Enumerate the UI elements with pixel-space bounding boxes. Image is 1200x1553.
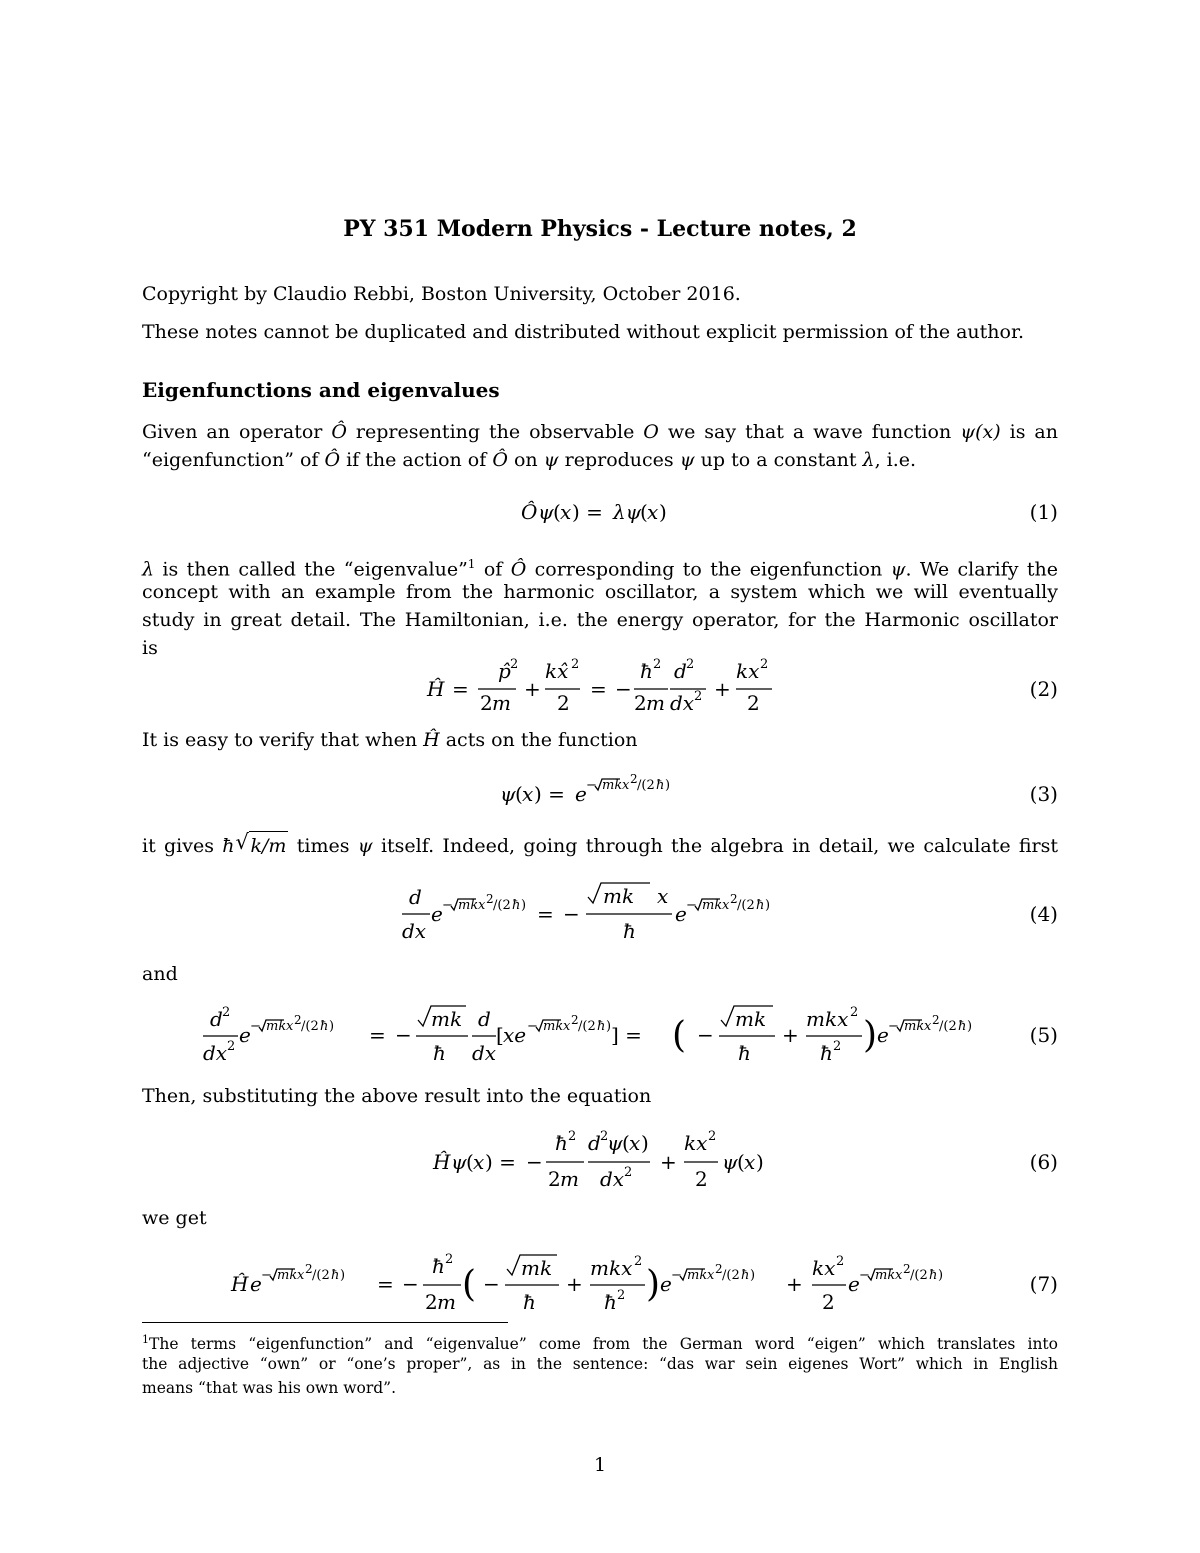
svg-text:−: − [563,902,580,926]
text-and: and [142,963,178,985]
svg-text:−: − [527,1019,538,1034]
svg-text:2: 2 [227,1039,236,1054]
svg-text:−: − [442,898,453,913]
svg-text:ħ: ħ [623,919,636,943]
page-number: 1 [593,1454,607,1476]
svg-text:/(2: /(2 [722,1268,740,1283]
svg-text:mk: mk [687,1268,708,1283]
svg-text:mk: mk [277,1268,298,1283]
text-we-get: we get [142,1207,207,1229]
svg-text:+: + [660,1150,677,1174]
paragraph2-line1: λ is then called the “eigenvalue”$^1$ of Ô corresponding to the eigenfunction ψ. We clarify the [142,557,1058,581]
svg-text:): ) [641,1131,649,1155]
svg-text:2: 2 [624,1165,633,1180]
equation-3 [500,772,1058,806]
svg-text:): ) [938,1268,944,1283]
footnote-line1: $^1$The terms “eigenfunction” and “eigenvalue” come from the German word “eigen” which translates into [142,1333,1058,1354]
svg-text:2: 2 [695,1167,708,1191]
svg-text:2: 2 [653,657,662,672]
svg-text:2: 2 [634,1254,643,1269]
svg-text:2: 2 [568,1129,577,1144]
svg-text:ħ: ħ [523,1290,536,1314]
svg-text:) =: ) = [572,500,603,524]
svg-text:x: x [744,1150,756,1174]
svg-text:x: x [924,1019,932,1034]
equation-5 [203,1005,1058,1065]
svg-text:(: ( [515,782,523,806]
svg-text:(: ( [466,1150,474,1174]
svg-text:Ĥ: Ĥ [231,1272,249,1296]
svg-text:): ) [646,1264,661,1305]
svg-text:): ) [863,1015,878,1056]
svg-text:x: x [647,500,659,524]
svg-text:2: 2 [571,1013,579,1027]
svg-text:x: x [707,1268,715,1283]
equation-1 [521,499,1058,524]
footnote-rule [142,1322,508,1323]
svg-text:dx: dx [203,1041,228,1065]
svg-text:e: e [660,1272,672,1296]
svg-text:): ) [521,898,527,913]
text-after-eq2: It is easy to verify that when Ĥ acts on the function [142,729,638,751]
svg-text:p̂: p̂ [498,659,511,683]
svg-text:/(2: /(2 [910,1268,928,1283]
equation-6 [432,1129,1058,1191]
section-heading: Eigenfunctions and eigenvalues [142,378,500,402]
svg-text:ψ: ψ [500,782,516,806]
svg-text:e: e [848,1272,860,1296]
svg-text:2: 2 [903,1262,911,1276]
svg-text:(: ( [737,1150,745,1174]
svg-text:m: m [492,691,511,715]
svg-text:mk: mk [431,1007,463,1031]
svg-text:ħ: ħ [756,898,765,913]
svg-text:2: 2 [480,691,493,715]
svg-text:−: − [586,778,597,793]
svg-text:+: + [786,1272,803,1296]
svg-text:ħ: ħ [512,898,521,913]
svg-text:): ) [329,1019,335,1034]
svg-text:=: = [369,1023,386,1047]
svg-text:mk: mk [702,898,723,913]
paragraph2-line3: study in great detail. The Hamiltonian, i.e. the energy operator, for the Harmonic oscillator [142,609,1058,631]
svg-text:(: ( [462,1264,477,1305]
svg-text:d: d [674,659,687,683]
svg-text:+: + [524,677,541,701]
svg-text:−: − [615,677,632,701]
svg-text:2: 2 [617,1288,626,1303]
svg-text:2: 2 [715,1262,723,1276]
svg-text:x: x [478,898,486,913]
svg-text:): ) [750,1268,756,1283]
svg-text:ψ: ψ [538,500,554,524]
permission-notice: These notes cannot be duplicated and distributed without explicit permission of the author. [142,321,1025,343]
svg-text:=: = [590,677,607,701]
svg-text:2: 2 [833,1039,842,1054]
svg-text:+: + [566,1272,583,1296]
svg-text:ħ: ħ [432,1254,445,1278]
svg-text:ħ: ħ [604,1290,617,1314]
svg-text:2: 2 [760,657,769,672]
svg-text:mk: mk [904,1019,925,1034]
svg-text:dx: dx [402,919,427,943]
svg-text:=: = [377,1272,394,1296]
svg-text:2: 2 [634,691,647,715]
svg-text:m: m [560,1167,579,1191]
svg-text:x: x [560,500,572,524]
svg-text:d: d [478,1007,491,1031]
svg-text:2: 2 [305,1262,313,1276]
svg-text:−: − [402,1272,419,1296]
svg-text:mk: mk [458,898,479,913]
svg-text:mk: mk [735,1007,767,1031]
svg-text:(: ( [640,500,648,524]
text-then: Then, substituting the above result into the equation [142,1085,652,1107]
equation-4 [402,883,1058,943]
svg-text:] =: ] = [611,1023,642,1047]
svg-text:ħ: ħ [958,1019,967,1034]
svg-text:d: d [210,1007,223,1031]
svg-text:): ) [659,500,667,524]
svg-text:2: 2 [686,657,695,672]
svg-text:−: − [686,898,697,913]
svg-text:): ) [340,1268,346,1283]
equation-number-5: (5) [1029,1023,1058,1047]
svg-text:2: 2 [836,1254,845,1269]
svg-text:Ĥ: Ĥ [427,677,445,701]
svg-text:) =: ) = [534,782,565,806]
svg-text:2: 2 [730,892,738,906]
footnote-line3: means “that was his own word”. [142,1379,397,1397]
svg-text:ħ: ħ [640,659,653,683]
svg-text:x: x [286,1019,294,1034]
svg-text:(: ( [672,1015,687,1056]
svg-text:m: m [646,691,665,715]
svg-text:2: 2 [600,1129,609,1144]
svg-text:λψ: λψ [613,500,642,524]
svg-text:mk: mk [543,1019,564,1034]
paragraph1-line2: “eigenfunction” of Ô if the action of Ô on ψ reproduces ψ up to a constant λ, i.e. [142,449,917,471]
svg-text:e: e [431,902,443,926]
svg-text:kx̂: kx̂ [545,659,569,683]
svg-text:/(2: /(2 [737,898,755,913]
svg-text:2: 2 [932,1013,940,1027]
svg-text:−: − [697,1023,714,1047]
svg-text:2: 2 [548,1167,561,1191]
svg-text:x: x [657,884,669,908]
svg-text:ħ: ħ [433,1041,446,1065]
equation-7 [230,1252,1058,1314]
svg-text:mk: mk [875,1268,896,1283]
svg-text:dx: dx [670,691,695,715]
svg-text:): ) [606,1019,612,1034]
paragraph1-line1: Given an operator Ô representing the observable O we say that a wave function ψ(x) is an [142,421,1058,443]
paragraph2-line4: is [142,637,158,659]
svg-text:ħ: ħ [738,1041,751,1065]
copyright-line: Copyright by Claudio Rebbi, Boston University, October 2016. [142,283,741,305]
svg-text:−: − [261,1268,272,1283]
svg-text:x: x [622,778,630,793]
svg-text:2: 2 [571,657,580,672]
svg-text:=: = [537,902,554,926]
svg-text:d: d [588,1131,601,1155]
svg-text:ħ: ħ [929,1268,938,1283]
svg-text:−: − [671,1268,682,1283]
svg-text:x: x [895,1268,903,1283]
footnote-marker: 1 [467,557,476,571]
svg-text:x: x [722,898,730,913]
document-title: PY 351 Modern Physics - Lecture notes, 2 [343,216,857,242]
svg-text:dx: dx [472,1041,497,1065]
svg-text:kx: kx [812,1256,836,1280]
svg-text:x: x [563,1019,571,1034]
svg-text:x: x [297,1268,305,1283]
svg-text:kx: kx [736,659,760,683]
svg-text:2: 2 [822,1290,835,1314]
svg-text:2: 2 [486,892,494,906]
svg-text:) =: ) = [485,1150,516,1174]
svg-text:2: 2 [850,1005,859,1020]
svg-text:ħ: ħ [656,778,665,793]
svg-text:m: m [437,1290,456,1314]
svg-text:): ) [967,1019,973,1034]
svg-text:−: − [483,1272,500,1296]
footnote-line2: the adjective “own” or “one’s proper”, as in the sentence: “das war sein eigenes Wort” which in English [142,1355,1058,1373]
svg-text:/(2: /(2 [312,1268,330,1283]
svg-text:−: − [526,1150,543,1174]
svg-text:e: e [877,1023,889,1047]
equation-number-2: (2) [1029,677,1058,701]
svg-text:): ) [756,1150,764,1174]
svg-text:mk: mk [602,778,623,793]
svg-text:2: 2 [510,657,519,672]
svg-text:e: e [239,1023,251,1047]
svg-text:/(2: /(2 [493,898,511,913]
paragraph2-line2: concept with an example from the harmonic oscillator, a system which we will eventually [142,581,1058,603]
svg-text:−: − [859,1268,870,1283]
svg-text:mk: mk [521,1256,553,1280]
svg-text:ħ: ħ [820,1041,833,1065]
svg-text:ħ: ħ [331,1268,340,1283]
svg-text:mk: mk [266,1019,287,1034]
svg-text:(: ( [622,1131,630,1155]
svg-text:2: 2 [630,772,638,786]
svg-text:dx: dx [600,1167,625,1191]
svg-text:ψ: ψ [722,1150,738,1174]
svg-text:ħ: ħ [597,1019,606,1034]
svg-text:x: x [522,782,534,806]
equation-number-7: (7) [1029,1272,1058,1296]
svg-text:2: 2 [747,691,760,715]
svg-text:2: 2 [425,1290,438,1314]
text-after-eq3: it gives ħ √ k/m times ψ itself. Indeed, going through the algebra in detail, we calculate first [142,831,1058,860]
svg-text:ħ: ħ [741,1268,750,1283]
equation-number-6: (6) [1029,1150,1058,1174]
svg-text:2: 2 [694,689,703,704]
equation-2 [426,657,1058,715]
svg-text:2: 2 [445,1252,454,1267]
svg-text:2: 2 [222,1005,231,1020]
svg-text:mkx: mkx [590,1256,633,1280]
equation-number-1: (1) [1029,500,1058,524]
svg-text:): ) [765,898,771,913]
svg-text:/(2: /(2 [578,1019,596,1034]
svg-text:Ô: Ô [521,500,538,524]
svg-text:+: + [714,677,731,701]
svg-text:ψ: ψ [451,1150,467,1174]
svg-text:2: 2 [557,691,570,715]
svg-text:ħ: ħ [555,1131,568,1155]
svg-text:/(2: /(2 [939,1019,957,1034]
svg-text:2: 2 [708,1129,717,1144]
svg-text:e: e [250,1272,262,1296]
svg-text:x: x [473,1150,485,1174]
svg-text:e: e [675,902,687,926]
svg-text:=: = [452,677,469,701]
svg-text:mk: mk [603,884,635,908]
svg-text:ψ: ψ [607,1131,623,1155]
svg-text:kx: kx [684,1131,708,1155]
svg-text:−: − [250,1019,261,1034]
equation-number-3: (3) [1029,782,1058,806]
svg-text:Ĥ: Ĥ [433,1150,451,1174]
svg-text:/(2: /(2 [301,1019,319,1034]
svg-text:d: d [409,885,422,909]
svg-text:(: ( [553,500,561,524]
svg-text:xe: xe [503,1023,527,1047]
svg-text:+: + [782,1023,799,1047]
svg-text:ħ: ħ [320,1019,329,1034]
equation-number-4: (4) [1029,902,1058,926]
svg-text:mkx: mkx [806,1007,849,1031]
svg-text:): ) [665,778,671,793]
svg-text:[: [ [496,1023,504,1047]
svg-text:/(2: /(2 [637,778,655,793]
svg-text:x: x [629,1131,641,1155]
svg-text:−: − [888,1019,899,1034]
svg-text:e: e [575,782,587,806]
svg-text:−: − [395,1023,412,1047]
svg-text:2: 2 [294,1013,302,1027]
